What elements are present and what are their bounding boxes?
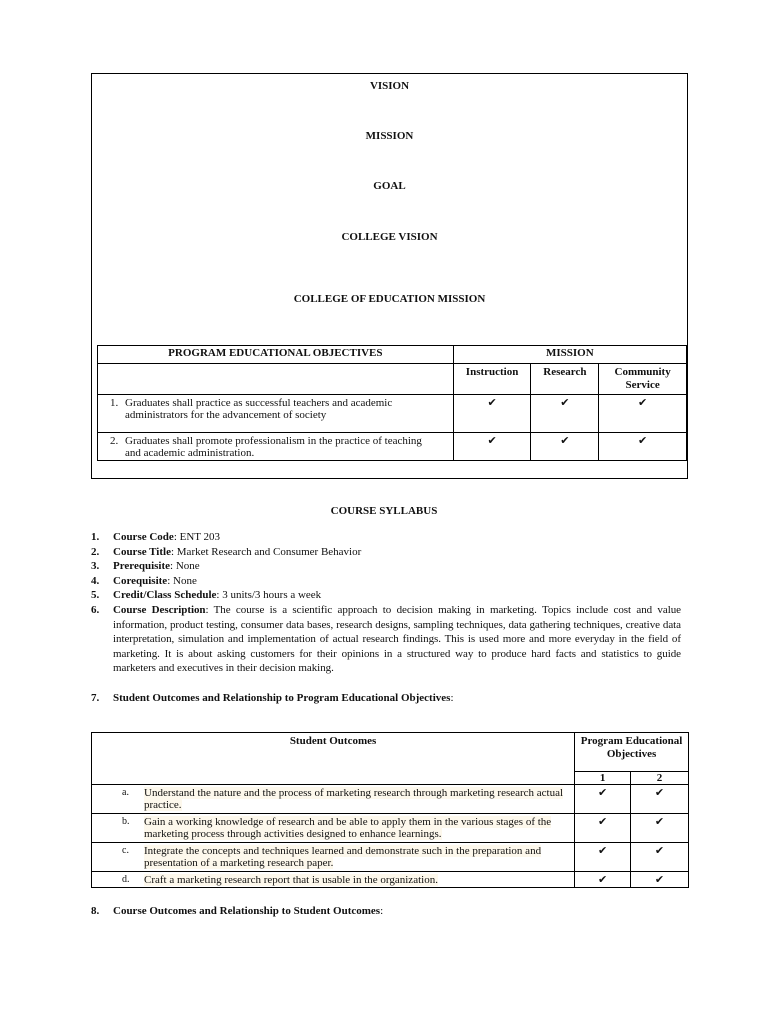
objective-text: Graduates shall practice as successful teachers and academic administrators for the advancement of society — [125, 397, 393, 421]
list-item: 7. Student Outcomes and Relationship to Program Educational Objectives: — [91, 692, 454, 704]
item-label: Corequisite — [113, 574, 168, 587]
community-service-column-header: Community Service — [599, 364, 687, 395]
mission-heading: MISSION — [365, 130, 414, 142]
check-icon: ✔ — [453, 395, 531, 433]
check-icon: ✔ — [631, 843, 689, 872]
table-row — [98, 433, 687, 461]
item-value: None — [173, 574, 197, 587]
vision-heading: VISION — [369, 80, 410, 92]
syllabus-title: COURSE SYLLABUS — [330, 505, 438, 517]
item-value: 3 units/3 hours a week — [222, 589, 322, 602]
table-row — [92, 785, 689, 814]
item-value: Market Research and Consumer Behavior — [176, 545, 362, 558]
item-number: 5. — [91, 589, 100, 602]
check-icon: ✔ — [575, 785, 631, 814]
goal-heading: GOAL — [373, 180, 406, 192]
check-icon: ✔ — [631, 785, 689, 814]
check-icon: ✔ — [453, 433, 531, 461]
item-value: ENT 203 — [179, 531, 221, 543]
list-item: 8. Course Outcomes and Relationship to Student Outcomes: — [91, 905, 384, 917]
outcome-text: Understand the nature and the process of marketing research through marketing research actual practice. — [144, 787, 564, 811]
peo-header: Program Educational Objectives — [575, 733, 689, 772]
item-number: 8. — [91, 905, 100, 917]
check-icon: ✔ — [599, 395, 687, 433]
check-icon: ✔ — [531, 395, 599, 433]
outcome-text: Integrate the concepts and techniques learned and demonstrate such in the preparation and presentation of a marketing research paper. — [144, 845, 542, 869]
item-label: Prerequisite — [113, 560, 171, 573]
list-item: 3. Prerequisite: None — [91, 560, 200, 573]
check-icon: ✔ — [599, 433, 687, 461]
outcome-letter: b. — [122, 816, 130, 827]
objective-number: 2. — [110, 435, 119, 447]
college-mission-heading: COLLEGE OF EDUCATION MISSION — [293, 293, 486, 305]
list-item: 4. Corequisite: None — [91, 574, 197, 587]
item-number: 4. — [91, 574, 100, 587]
course-description: The course is a scientific approach to decision making in marketing. Topics include cost and value information, product testing, consumer data bases, research designs, sampling techniques, data gathering techniques, creative data interpretation, simulation and implementation of actual research findings. This is used more and more everyday in the field of marketing. It is about asking customers for their opinions in a structured way to produce hard facts and statistics to guide marketers and executives in their decision making. — [113, 604, 681, 675]
peo-number-1: 1 — [575, 772, 631, 785]
student-outcomes-header: Student Outcomes — [92, 733, 575, 785]
outcome-cell — [92, 843, 575, 872]
outcome-letter: a. — [122, 787, 129, 798]
item-value: None — [175, 560, 200, 573]
student-outcomes-table — [91, 732, 689, 888]
peo-column-header: PROGRAM EDUCATIONAL OBJECTIVES — [98, 346, 454, 364]
outcome-cell — [92, 785, 575, 814]
item-number: 2. — [91, 545, 100, 558]
check-icon: ✔ — [575, 843, 631, 872]
outcome-text: Gain a working knowledge of research and be able to apply them in the various stages of the marketing process through activities designed to enhance learnings. — [144, 816, 552, 840]
outcome-text: Craft a marketing research report that is usable in the organization. — [144, 874, 438, 886]
check-icon: ✔ — [631, 814, 689, 843]
item-label: Student Outcomes and Relationship to Program Educational Objectives — [113, 692, 451, 704]
item-label: Course Description — [113, 604, 206, 616]
peo-number-2: 2 — [631, 772, 689, 785]
research-column-header: Research — [531, 364, 599, 395]
item-label: Credit/Class Schedule — [113, 589, 217, 602]
item-label: Course Outcomes and Relationship to Student Outcomes — [113, 905, 381, 917]
check-icon: ✔ — [575, 872, 631, 888]
item-label: Course Code — [113, 531, 174, 543]
objective-number: 1. — [110, 397, 119, 409]
item-number: 1. — [91, 531, 100, 543]
table-row — [92, 843, 689, 872]
list-item: 5. Credit/Class Schedule: 3 units/3 hours a week — [91, 589, 322, 602]
instruction-column-header: Instruction — [453, 364, 531, 395]
table-row — [92, 814, 689, 843]
item-number: 3. — [91, 560, 100, 573]
objective-cell — [98, 395, 454, 433]
check-icon: ✔ — [631, 872, 689, 888]
outcome-cell — [92, 814, 575, 843]
outcome-cell — [92, 872, 575, 888]
outcome-letter: d. — [122, 874, 130, 885]
check-icon: ✔ — [575, 814, 631, 843]
list-item: 1. Course Code: ENT 203 — [91, 531, 221, 543]
table-row — [98, 395, 687, 433]
check-icon: ✔ — [531, 433, 599, 461]
table-row — [92, 872, 689, 888]
list-item: 6. Course Description: The course is a scientific approach to decision making in marketing. Topics include cost and value information, product testing, consumer data bases, research designs, sampling techniques, data gathering techniques, creative data interpretation, simulation and implementation of actual research findings. This is used more and more everyday in the field of marketing. It is about asking customers for their opinions in a structured way to produce hard facts and statistics to guide marketers and executives in their decision making. — [91, 604, 681, 675]
list-item: 2. Course Title: Market Research and Consumer Behavior — [91, 545, 362, 558]
item-number: 6. — [91, 604, 100, 616]
program-objectives-table — [97, 345, 687, 461]
mission-column-header: MISSION — [453, 346, 686, 364]
item-number: 7. — [91, 692, 100, 704]
outcome-letter: c. — [122, 845, 129, 856]
item-label: Course Title — [113, 545, 171, 558]
objective-cell — [98, 433, 454, 461]
objective-text: Graduates shall promote professionalism in the practice of teaching and academic administration. — [125, 435, 422, 459]
college-vision-heading: COLLEGE VISION — [341, 231, 438, 243]
